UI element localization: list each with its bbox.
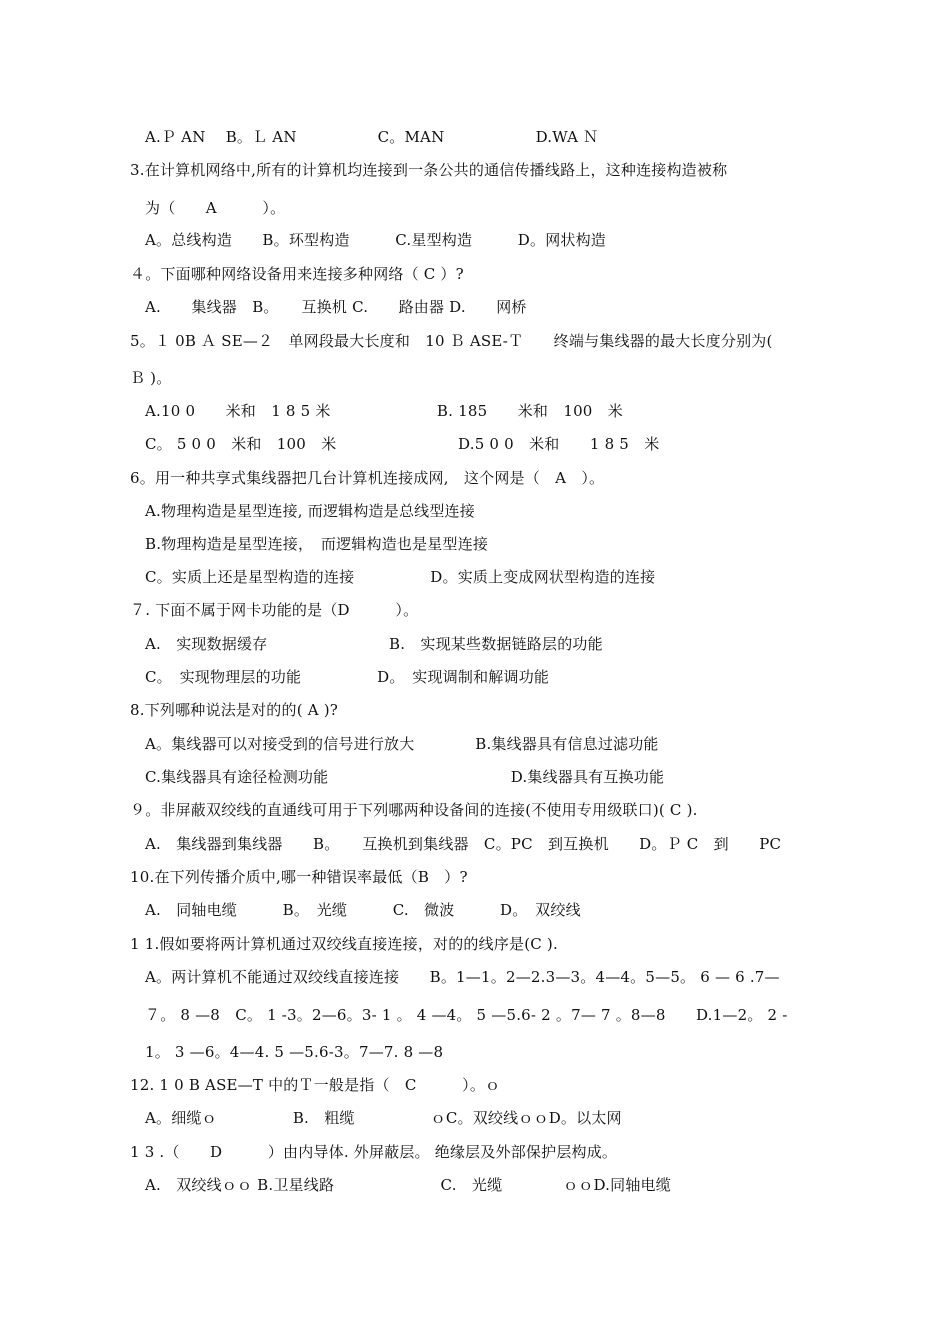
q6-question: 6。用一种共享式集线器把几台计算机连接成网, 这个网是（ A ）。: [130, 469, 605, 487]
q5-question: 5。１ 0B Ａ SE—２ 单网段最大长度和 10 Ｂ ASE-Ｔ 终端与集线器的最大长度分别为(: [130, 332, 773, 350]
q3-options: A。总线构造 B。环型构造 C.星型构造 D。网状构造: [145, 231, 606, 249]
q10-question: 10.在下列传播介质中,哪一种错误率最低（B ）?: [130, 868, 468, 886]
q4-question: ４。下面哪种网络设备用来连接多种网络（ C ）?: [130, 265, 464, 283]
q5-options-cd: C。 5 0 0 米和 100 米 D.5 0 0 米和 1 8 5 米: [145, 435, 660, 453]
q3-question: 3.在计算机网络中,所有的计算机均连接到一条公共的通信传播线路上，这种连接构造被称: [130, 161, 728, 179]
q9-question: ９。非屏蔽双绞线的直通线可用于下列哪两种设备间的连接(不使用专用级联口)( C ).: [130, 801, 698, 819]
q8-question: 8.下列哪种说法是对的的( A )?: [130, 701, 339, 719]
q11-options-1: A。两计算机不能通过双绞线直接连接 B。1—1。2—2.3—3。4—4。5—5。 6 — 6 .7—: [145, 968, 780, 986]
q7-options-ab: A. 实现数据缓存 B. 实现某些数据链路层的功能: [145, 635, 603, 653]
q6-option-a: A.物理构造是星型连接, 而逻辑构造是总线型连接: [145, 502, 475, 520]
q13-question: 1 3 .（ D ）由内导体. 外屏蔽层。 绝缘层及外部保护层构成。: [130, 1143, 618, 1161]
q12-question: 12. 1 0 B ASE—T 中的Ｔ一般是指（ C ）。ｏ: [130, 1076, 501, 1094]
q11-options-2: ７。 8 —8 C。 1 -3。2—6。3- 1 。 4 —4。 5 —5.6- 2 。7— 7 。8—8 D.1—2。 2 -: [145, 1006, 788, 1024]
q6-option-b: B.物理构造是星型连接， 而逻辑构造也是星型连接: [145, 535, 489, 553]
q11-options-3: 1。 3 —6。4—4. 5 —5.6-3。7—7. 8 —8: [145, 1043, 444, 1061]
q11-question: 1 1.假如要将两计算机通过双绞线直接连接，对的的线序是(C ).: [130, 935, 558, 953]
q8-options-ab: A。集线器可以对接受到的信号进行放大 B.集线器具有信息过滤功能: [145, 735, 659, 753]
q2-options: A.Ｐ AN B。Ｌ AN C。MAN D.WA Ｎ: [145, 128, 599, 146]
q6-options-cd: C。实质上还是星型构造的连接 D。实质上变成网状型构造的连接: [145, 568, 656, 586]
q7-question: ７. 下面不属于网卡功能的是（D ）。: [130, 601, 419, 619]
q7-options-cd: C。 实现物理层的功能 D。 实现调制和解调功能: [145, 668, 550, 686]
q9-options: A. 集线器到集线器 B。 互换机到集线器 C。PC 到互换机 D。Ｐ C 到 PC: [145, 835, 782, 853]
q12-options: A。细缆ｏ B. 粗缆 ｏC。双绞线ｏｏD。以太网: [145, 1109, 622, 1127]
q8-options-cd: C.集线器具有途径检测功能 D.集线器具有互换功能: [145, 768, 665, 786]
q10-options: A. 同轴电缆 B。 光缆 C. 微波 D。 双绞线: [145, 901, 581, 919]
q3-question-cont: 为（ A ）。: [145, 199, 286, 217]
q5-question-cont: Ｂ )。: [130, 369, 172, 387]
q13-options: A. 双绞线ｏｏ B.卫星线路 C. 光缆 ｏｏD.同轴电缆: [145, 1176, 671, 1194]
q4-options: A. 集线器 B。 互换机 C. 路由器 D. 网桥: [145, 298, 527, 316]
q5-options-ab: A.10 0 米和 1 8 5 米 B. 185 米和 100 米: [145, 402, 623, 420]
